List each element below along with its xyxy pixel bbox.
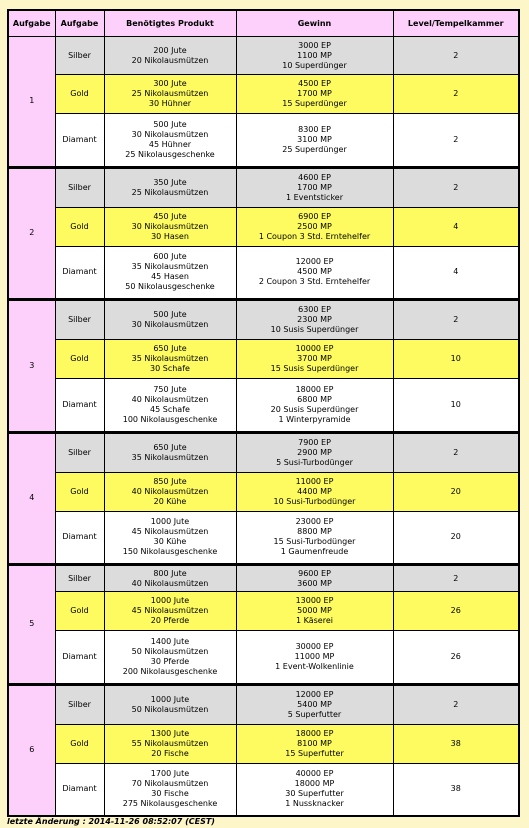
required-product-cell <box>104 472 236 511</box>
reward-cell <box>236 566 393 592</box>
tier-label: Diamant <box>55 246 104 299</box>
reward-line: 8800 MP <box>297 527 332 537</box>
product-line: 30 Kühe <box>153 537 187 547</box>
task-number: 1 <box>8 37 55 167</box>
task-number: 2 <box>8 168 55 299</box>
product-line: 30 Pferde <box>150 656 190 666</box>
reward-cell <box>236 472 393 511</box>
reward-cell <box>236 37 393 75</box>
reward-cell <box>236 724 393 763</box>
reward-line: 40000 EP <box>295 769 334 779</box>
reward-line: 5400 MP <box>297 699 332 709</box>
reward-line: 6900 EP <box>298 211 331 221</box>
reward-line: 2900 MP <box>297 447 332 457</box>
reward-cell <box>236 379 393 432</box>
tier-label: Gold <box>55 207 104 246</box>
table-row <box>8 75 519 114</box>
tier-label: Diamant <box>55 114 104 167</box>
product-line: 20 Kühe <box>153 496 187 506</box>
required-product-cell <box>104 207 236 246</box>
reward-line: 30000 EP <box>295 641 334 651</box>
level-cell: 2 <box>393 114 519 167</box>
reward-line: 20 Susis Superdünger <box>270 404 359 414</box>
table-body <box>8 37 519 817</box>
reward-line: 23000 EP <box>295 517 334 527</box>
reward-cell <box>236 114 393 167</box>
table-row <box>8 763 519 816</box>
level-cell: 38 <box>393 763 519 816</box>
reward-line: 1 Gaumenfreude <box>280 547 349 557</box>
level-cell: 2 <box>393 566 519 592</box>
table-row <box>8 724 519 763</box>
reward-line: 10 Susi-Turbodünger <box>273 496 356 506</box>
level-cell: 2 <box>393 168 519 207</box>
reward-line: 15 Superfutter <box>285 748 344 758</box>
reward-line: 12000 EP <box>295 689 334 699</box>
table-row <box>8 114 519 167</box>
product-line: 275 Nikolausgeschenke <box>122 799 218 809</box>
product-line: 45 Hühner <box>148 139 192 149</box>
table-row <box>8 246 519 299</box>
product-line: 500 Jute <box>153 310 187 319</box>
reward-line: 1 Käserei <box>296 616 333 625</box>
product-line: 850 Jute <box>153 476 187 486</box>
reward-line: 15 Susi-Turbodünger <box>273 537 356 547</box>
reward-line: 15 Susis Superdünger <box>270 364 359 373</box>
product-line: 30 Hasen <box>151 231 189 241</box>
required-product-cell <box>104 168 236 207</box>
reward-cell <box>236 340 393 379</box>
reward-line: 4500 EP <box>298 79 331 88</box>
product-line: 1000 Jute <box>150 517 190 527</box>
product-line: 650 Jute <box>153 344 187 353</box>
reward-line: 1 Nussknacker <box>285 799 344 809</box>
tier-label: Gold <box>55 724 104 763</box>
level-cell: 2 <box>393 75 519 114</box>
required-product-cell <box>104 511 236 564</box>
required-product-cell <box>104 592 236 631</box>
reward-line: 10000 EP <box>295 344 334 353</box>
product-line: 45 Nikolausmützen <box>131 606 209 615</box>
level-cell: 26 <box>393 631 519 684</box>
reward-line: 12000 EP <box>295 257 334 267</box>
table-row <box>8 207 519 246</box>
reward-line: 2 Coupon 3 Std. Erntehelfer <box>258 277 371 287</box>
reward-line: 6300 EP <box>298 305 331 314</box>
product-line: 20 Nikolausmützen <box>131 55 209 65</box>
required-product-cell <box>104 301 236 340</box>
product-line: 50 Nikolausmützen <box>131 704 209 714</box>
product-line: 350 Jute <box>153 177 187 187</box>
product-line: 200 Nikolausgeschenke <box>122 666 218 676</box>
product-line: 30 Hühner <box>148 99 192 108</box>
reward-cell <box>236 168 393 207</box>
product-line: 25 Nikolausmützen <box>131 89 209 98</box>
required-product-cell <box>104 763 236 816</box>
reward-line: 1 Eventsticker <box>285 192 344 202</box>
table-header-row <box>8 10 519 37</box>
level-cell: 20 <box>393 511 519 564</box>
reward-cell <box>236 763 393 816</box>
table-row <box>8 685 519 724</box>
level-cell: 2 <box>393 37 519 75</box>
table-row <box>8 472 519 511</box>
product-line: 50 Nikolausmützen <box>131 646 209 656</box>
table-row <box>8 340 519 379</box>
product-line: 30 Nikolausmützen <box>131 221 209 231</box>
product-line: 600 Jute <box>153 252 187 262</box>
level-cell: 10 <box>393 340 519 379</box>
tier-label: Gold <box>55 592 104 631</box>
product-line: 1700 Jute <box>150 769 190 779</box>
reward-line: 25 Superdünger <box>282 144 347 154</box>
tier-label: Silber <box>55 566 104 592</box>
product-line: 45 Hasen <box>151 272 189 282</box>
product-line: 1400 Jute <box>150 636 190 646</box>
reward-line: 30 Superfutter <box>285 789 344 799</box>
required-product-cell <box>104 566 236 592</box>
reward-line: 3600 MP <box>297 578 332 588</box>
product-line: 1000 Jute <box>150 694 190 704</box>
product-line: 35 Nikolausmützen <box>131 452 209 462</box>
reward-cell <box>236 75 393 114</box>
tier-label: Gold <box>55 340 104 379</box>
reward-line: 18000 MP <box>294 779 335 789</box>
product-line: 55 Nikolausmützen <box>131 738 209 748</box>
required-product-cell <box>104 724 236 763</box>
reward-line: 15 Superdünger <box>282 99 347 108</box>
level-cell: 4 <box>393 207 519 246</box>
required-product-cell <box>104 246 236 299</box>
reward-line: 1100 MP <box>297 50 332 60</box>
table-row <box>8 592 519 631</box>
table-row <box>8 379 519 432</box>
product-line: 20 Fische <box>151 748 189 758</box>
required-product-cell <box>104 379 236 432</box>
level-cell: 38 <box>393 724 519 763</box>
level-cell: 2 <box>393 433 519 472</box>
reward-line: 11000 EP <box>295 476 334 486</box>
product-line: 40 Nikolausmützen <box>131 578 209 588</box>
tier-label: Diamant <box>55 511 104 564</box>
reward-line: 10 Superdünger <box>282 60 347 70</box>
table-row <box>8 168 519 207</box>
level-cell: 4 <box>393 246 519 299</box>
required-product-cell <box>104 433 236 472</box>
reward-cell <box>236 301 393 340</box>
reward-line: 5000 MP <box>297 606 332 615</box>
task-number: 5 <box>8 566 55 684</box>
reward-line: 9600 EP <box>298 568 331 578</box>
product-line: 100 Nikolausgeschenke <box>122 414 218 424</box>
tier-label: Silber <box>55 37 104 75</box>
tier-label: Diamant <box>55 763 104 816</box>
product-line: 25 Nikolausgeschenke <box>125 149 215 159</box>
product-line: 45 Schafe <box>150 404 190 414</box>
table-row <box>8 511 519 564</box>
reward-cell <box>236 685 393 724</box>
product-line: 30 Fische <box>151 789 189 799</box>
level-cell: 10 <box>393 379 519 432</box>
tier-label: Silber <box>55 685 104 724</box>
reward-line: 5 Susi-Turbodünger <box>276 457 353 467</box>
reward-line: 2300 MP <box>297 315 332 324</box>
reward-cell <box>236 511 393 564</box>
reward-line: 1700 MP <box>297 182 332 192</box>
reward-cell <box>236 631 393 684</box>
tier-label: Silber <box>55 168 104 207</box>
reward-cell <box>236 246 393 299</box>
reward-line: 3100 MP <box>297 134 332 144</box>
reward-line: 3700 MP <box>297 354 332 363</box>
product-line: 50 Nikolausgeschenke <box>125 282 215 292</box>
tier-label: Diamant <box>55 631 104 684</box>
reward-line: 8100 MP <box>297 738 332 748</box>
required-product-cell <box>104 75 236 114</box>
last-modified-footer: letzte Änderung : 2014-11-26 08:52:07 (CEST) <box>7 817 215 826</box>
reward-cell <box>236 433 393 472</box>
reward-line: 18000 EP <box>295 728 334 738</box>
reward-line: 7900 EP <box>298 437 331 447</box>
product-line: 450 Jute <box>153 211 187 221</box>
reward-line: 1 Coupon 3 Std. Erntehelfer <box>258 231 371 241</box>
reward-line: 1 Event-Wolkenlinie <box>275 661 354 671</box>
header-aufgabe-tier: Aufgabe <box>55 10 104 37</box>
product-line: 750 Jute <box>153 384 187 394</box>
required-product-cell <box>104 37 236 75</box>
product-line: 70 Nikolausmützen <box>131 779 209 789</box>
product-line: 35 Nikolausmützen <box>131 354 209 363</box>
product-line: 500 Jute <box>153 119 187 129</box>
table-row <box>8 433 519 472</box>
product-line: 30 Nikolausmützen <box>131 129 209 139</box>
table-row <box>8 631 519 684</box>
reward-line: 8300 EP <box>298 124 331 134</box>
tier-label: Silber <box>55 433 104 472</box>
quest-table <box>7 9 520 817</box>
reward-line: 11000 MP <box>294 651 335 661</box>
reward-cell <box>236 592 393 631</box>
reward-line: 13000 EP <box>295 596 334 605</box>
reward-line: 6800 MP <box>297 394 332 404</box>
reward-line: 18000 EP <box>295 384 334 394</box>
tier-label: Diamant <box>55 379 104 432</box>
reward-line: 1 Winterpyramide <box>278 414 351 424</box>
table-row <box>8 301 519 340</box>
level-cell: 20 <box>393 472 519 511</box>
product-line: 1300 Jute <box>150 728 190 738</box>
product-line: 150 Nikolausgeschenke <box>122 547 218 557</box>
reward-line: 3000 EP <box>298 40 331 50</box>
level-cell: 26 <box>393 592 519 631</box>
product-line: 300 Jute <box>153 79 187 88</box>
product-line: 40 Nikolausmützen <box>131 394 209 404</box>
tier-label: Gold <box>55 75 104 114</box>
tier-label: Gold <box>55 472 104 511</box>
product-line: 200 Jute <box>153 45 187 55</box>
header-level: Level/Tempelkammer <box>393 10 519 37</box>
header-aufgabe-number: Aufgabe <box>8 10 55 37</box>
reward-line: 1700 MP <box>297 89 332 98</box>
tier-label: Silber <box>55 301 104 340</box>
required-product-cell <box>104 685 236 724</box>
product-line: 35 Nikolausmützen <box>131 262 209 272</box>
reward-line: 10 Susis Superdünger <box>270 325 359 334</box>
product-line: 650 Jute <box>153 442 187 452</box>
reward-cell <box>236 207 393 246</box>
product-line: 1000 Jute <box>150 596 190 605</box>
quest-table-container <box>7 9 518 817</box>
required-product-cell <box>104 114 236 167</box>
reward-line: 4400 MP <box>297 486 332 496</box>
task-number: 4 <box>8 433 55 564</box>
reward-line: 4600 EP <box>298 172 331 182</box>
header-product: Benötigtes Produkt <box>104 10 236 37</box>
reward-line: 4500 MP <box>297 267 332 277</box>
product-line: 800 Jute <box>153 568 187 578</box>
level-cell: 2 <box>393 685 519 724</box>
level-cell: 2 <box>393 301 519 340</box>
product-line: 30 Nikolausmützen <box>131 320 209 329</box>
table-row <box>8 566 519 592</box>
header-reward: Gewinn <box>236 10 393 37</box>
required-product-cell <box>104 631 236 684</box>
reward-line: 2500 MP <box>297 221 332 231</box>
table-row <box>8 37 519 75</box>
task-number: 6 <box>8 685 55 816</box>
product-line: 45 Nikolausmützen <box>131 527 209 537</box>
product-line: 20 Pferde <box>150 616 190 625</box>
task-number: 3 <box>8 301 55 432</box>
product-line: 40 Nikolausmützen <box>131 486 209 496</box>
required-product-cell <box>104 340 236 379</box>
product-line: 25 Nikolausmützen <box>131 187 209 197</box>
product-line: 30 Schafe <box>150 364 190 373</box>
reward-line: 5 Superfutter <box>287 709 342 719</box>
